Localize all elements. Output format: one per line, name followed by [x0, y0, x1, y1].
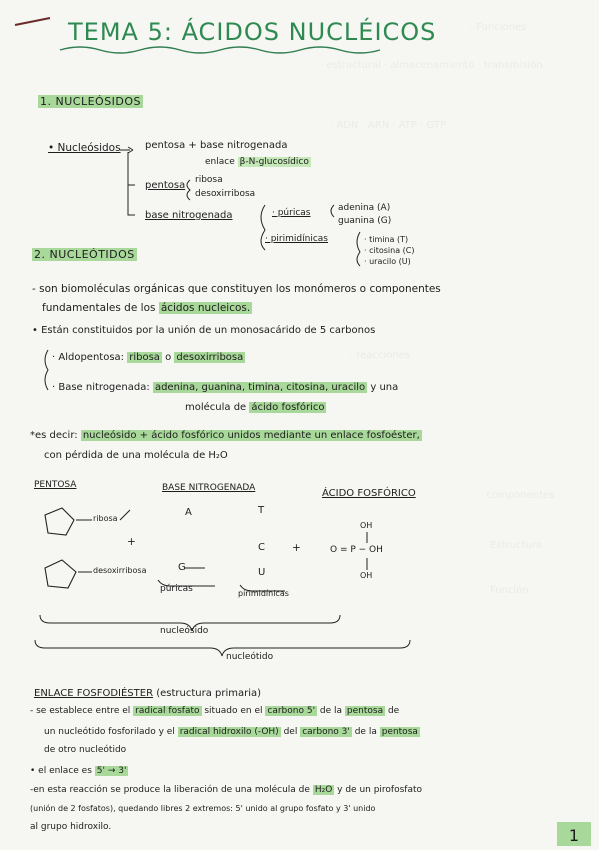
- pentosa-label: pentosa: [145, 180, 186, 191]
- guanina-label: guanina (G): [338, 216, 392, 226]
- nucleotide-brace: [35, 640, 410, 656]
- base-G: G: [178, 562, 186, 573]
- molecula-line: molécula de ácido fosfórico: [185, 402, 325, 413]
- section-heading-nucleosidos: [38, 95, 143, 108]
- bleed-through-text: Función: [490, 585, 529, 596]
- radical-hidroxilo-highlight: radical hidroxilo (-OH): [179, 727, 279, 737]
- fosfodiester-line-5: -en esta reacción se produce la liberación de una molécula de H₂O y de un pirofosfato: [30, 785, 423, 795]
- radical-fosfato-highlight: radical fosfato: [135, 706, 200, 716]
- nucleosido-caption: nucleósido: [160, 626, 209, 636]
- bleed-through-text: · reacciones: [350, 350, 411, 361]
- arrow-line: [120, 510, 130, 520]
- fosfodiester-line-2: un nucleótido fosforilado y el radical hidroxilo (-OH) del carbono 3' de la pentosa: [44, 727, 418, 737]
- citosina-label: · citosina (C): [364, 246, 415, 255]
- pentosa-highlight: pentosa: [346, 706, 384, 716]
- page-title: TEMA 5: ÁCIDOS NUCLÉICOS: [68, 18, 437, 46]
- base-A: A: [185, 507, 192, 518]
- desoxirribosa-highlight: desoxirribosa: [176, 352, 244, 363]
- adenina-label: adenina (A): [338, 203, 391, 213]
- aldopentosa-line: · Aldopentosa: ribosa o desoxirribosa: [52, 352, 244, 363]
- timina-label: · timina (T): [364, 235, 409, 244]
- definition-line-1: - son biomoléculas orgánicas que constituyen los monómeros o componentes: [32, 283, 441, 295]
- base-T: T: [258, 505, 265, 516]
- bleed-through-text: · ADN · ARN · ATP · GTP: [330, 120, 446, 131]
- composition-line: • Están constituidos por la unión de un monosacárido de 5 carbonos: [32, 325, 376, 336]
- puricas-label: · púricas: [272, 208, 311, 218]
- pirimidinicas-caption: pirimidínicas: [238, 589, 289, 598]
- nucleotido-caption: nucleótido: [226, 652, 274, 662]
- tree-connector: [128, 152, 135, 215]
- bleed-through-text: · componentes: [480, 490, 555, 501]
- enlace-direction-highlight: 5' → 3': [96, 766, 127, 776]
- pentose-base-line: pentosa + base nitrogenada: [145, 140, 288, 151]
- diagram-base-header: BASE NITROGENADA: [162, 483, 256, 493]
- fosfodiester-line-7: al grupo hidroxilo.: [30, 822, 112, 832]
- diagram-pentosa-header: PENTOSA: [34, 480, 77, 490]
- ribose-ring: [45, 508, 74, 535]
- title-wavy-underline: [60, 47, 380, 53]
- base-label: base nitrogenada: [145, 210, 233, 221]
- bases-highlight: adenina, guanina, timina, citosina, uracilo: [154, 382, 366, 393]
- phosphate-oh-top: OH: [360, 521, 373, 530]
- ribose-label: ribosa: [93, 514, 118, 523]
- bond-type-highlight: β-N-glucosídico: [239, 157, 309, 167]
- definition-line-2: fundamentales de los ácidos nucleicos.: [42, 302, 251, 314]
- nucleosido-phosphate-highlight: nucleósido + ácido fosfórico unidos mediante un enlace fosfoéster,: [82, 430, 420, 441]
- section-heading-text: 1. NUCLEÓSIDOS: [40, 95, 142, 108]
- fosfodiester-title: ENLACE FOSFODIÉSTER: [34, 688, 154, 699]
- fosfodiester-line-3: de otro nucleótido: [44, 745, 127, 755]
- fosfodiester-line-6: (unión de 2 fosfatos), quedando libres 2 extremos: 5' unido al grupo fosfato y 3' unido: [30, 804, 376, 813]
- note-line-1: *es decir: nucleósido + ácido fosfórico unidos mediante un enlace fosfoéster,: [30, 430, 420, 441]
- brace: [357, 232, 360, 266]
- desoxirribosa-label: desoxirribosa: [195, 189, 256, 199]
- fosfodiester-line-4: • el enlace es 5' → 3': [30, 766, 127, 776]
- deoxyribose-label: desoxirribosa: [93, 566, 147, 575]
- fosfodiester-heading: ENLACE FOSFODIÉSTER (estructura primaria): [34, 688, 262, 699]
- margin-mark: [15, 18, 50, 25]
- acido-fosforico-highlight: ácido fosfórico: [251, 402, 325, 413]
- base-line: · Base nitrogenada: adenina, guanina, timina, citosina, uracilo y una: [52, 382, 399, 393]
- ribosa-label: ribosa: [195, 175, 223, 185]
- bleed-through-text: Estructura: [490, 540, 542, 551]
- phosphate-oh-bottom: OH: [360, 571, 373, 580]
- uracilo-label: · uracilo (U): [364, 257, 411, 266]
- bleed-through-text: · estructural · almacenamiento · transmisión: [320, 60, 543, 71]
- brace: [331, 205, 334, 217]
- h2o-highlight: H₂O: [314, 785, 333, 795]
- pentosa-highlight: pentosa: [381, 727, 418, 737]
- phosphate-main: O = P − OH: [330, 545, 383, 555]
- bleed-through-text: · Funciones: [470, 22, 527, 33]
- bond-line-text: enlace β-N-glucosídico: [205, 157, 309, 167]
- plus-sign: +: [292, 542, 301, 554]
- nucleosidos-label: • Nucleósidos: [48, 142, 121, 154]
- base-C: C: [258, 542, 265, 553]
- diagram-acido-header: ÁCIDO FOSFÓRICO: [322, 488, 416, 499]
- section-heading-nucleotidos: [32, 248, 137, 261]
- page-number: 1: [557, 822, 591, 846]
- brace: [187, 180, 190, 200]
- plus-sign: +: [127, 536, 136, 548]
- ribosa-highlight: ribosa: [129, 352, 160, 363]
- acidos-nucleicos-highlight: ácidos nucleicos.: [160, 302, 251, 314]
- puricas-caption: púricas: [160, 584, 193, 594]
- fosfodiester-line-1: - se establece entre el radical fosfato situado en el carbono 5' de la pentosa de: [30, 706, 400, 716]
- pirimidinicas-label: · pirimidínicas: [265, 234, 328, 244]
- deoxyribose-ring: [45, 560, 76, 588]
- base-U: U: [258, 567, 266, 578]
- carbono-3-highlight: carbono 3': [302, 727, 350, 737]
- section-heading-text: 2. NUCLEÓTIDOS: [34, 248, 135, 261]
- note-line-2: con pérdida de una molécula de H₂O: [44, 450, 228, 461]
- brace: [45, 350, 48, 390]
- carbono-5-highlight: carbono 5': [267, 706, 316, 716]
